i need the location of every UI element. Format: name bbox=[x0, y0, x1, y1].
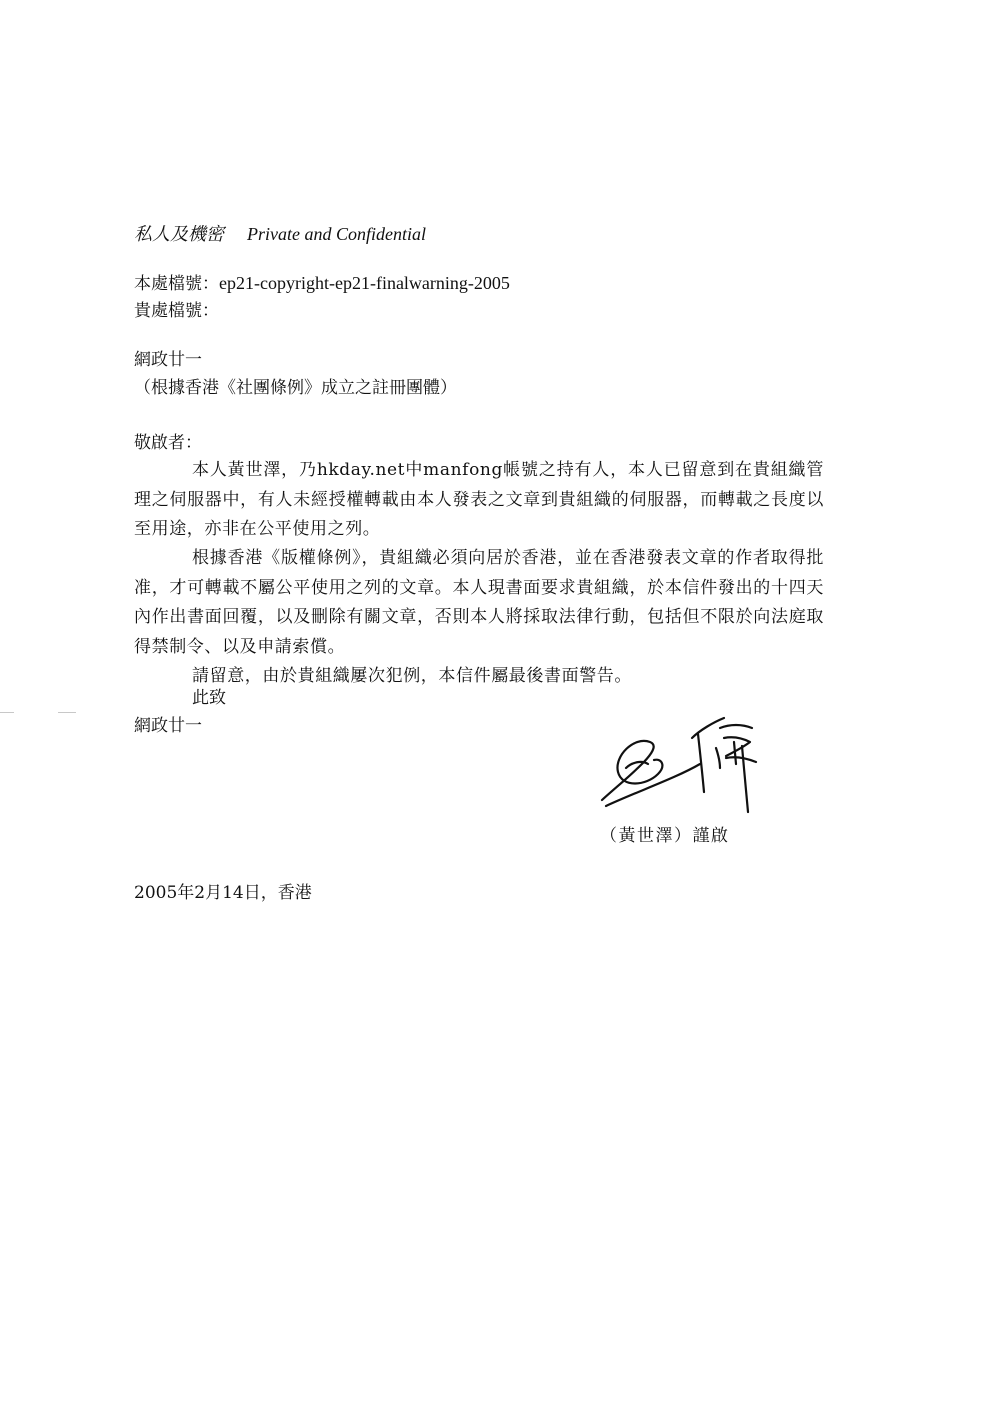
body-paragraph-2: 根據香港《版權條例》，貴組織必須向居於香港，並在香港發表文章的作者取得批准，才可轉載不屬公平使用之列的文章。本人現書面要求貴組織，於本信件發出的十四天內作出書面回覆，以及刪除有關文章，否則本人將採取法律行動，包括但不限於向法庭取得禁制令、以及申請索償。 bbox=[134, 548, 824, 657]
confidential-header bbox=[134, 224, 426, 244]
body-paragraph-1: 本人黃世澤，乃hkday.net中manfong帳號之持有人，本人已留意到在貴組織管理之伺服器中，有人未經授權轉載由本人發表之文章到貴組織的伺服器，而轉載之長度以至用途，亦非在公平使用之列。 bbox=[134, 460, 824, 539]
handwritten-signature bbox=[596, 708, 776, 820]
signer-name: （黃世澤）謹啟 bbox=[600, 826, 730, 846]
your-ref-label: 貴處檔號： bbox=[134, 301, 219, 321]
recipient-description: （根據香港《社團條例》成立之註冊團體） bbox=[134, 378, 457, 398]
our-ref-label: 本處檔號： bbox=[134, 274, 219, 294]
confidential-zh: 私人及機密 bbox=[134, 224, 224, 244]
scan-mark bbox=[58, 712, 76, 713]
salutation: 敬啟者： bbox=[134, 433, 202, 453]
your-reference bbox=[134, 301, 219, 321]
our-ref-value: ep21-copyright-ep21-finalwarning-2005 bbox=[219, 273, 510, 293]
our-reference bbox=[134, 273, 510, 294]
closing-regards: 此致 bbox=[192, 688, 226, 708]
recipient-name: 網政廿一 bbox=[134, 350, 202, 370]
date-place: 2005年2月14日，香港 bbox=[134, 883, 312, 903]
confidential-en: Private and Confidential bbox=[247, 224, 426, 244]
closing-addressee: 網政廿一 bbox=[134, 716, 202, 736]
scan-mark bbox=[0, 712, 14, 713]
body-paragraph-3: 請留意，由於貴組織屢次犯例，本信件屬最後書面警告。 bbox=[192, 666, 632, 686]
